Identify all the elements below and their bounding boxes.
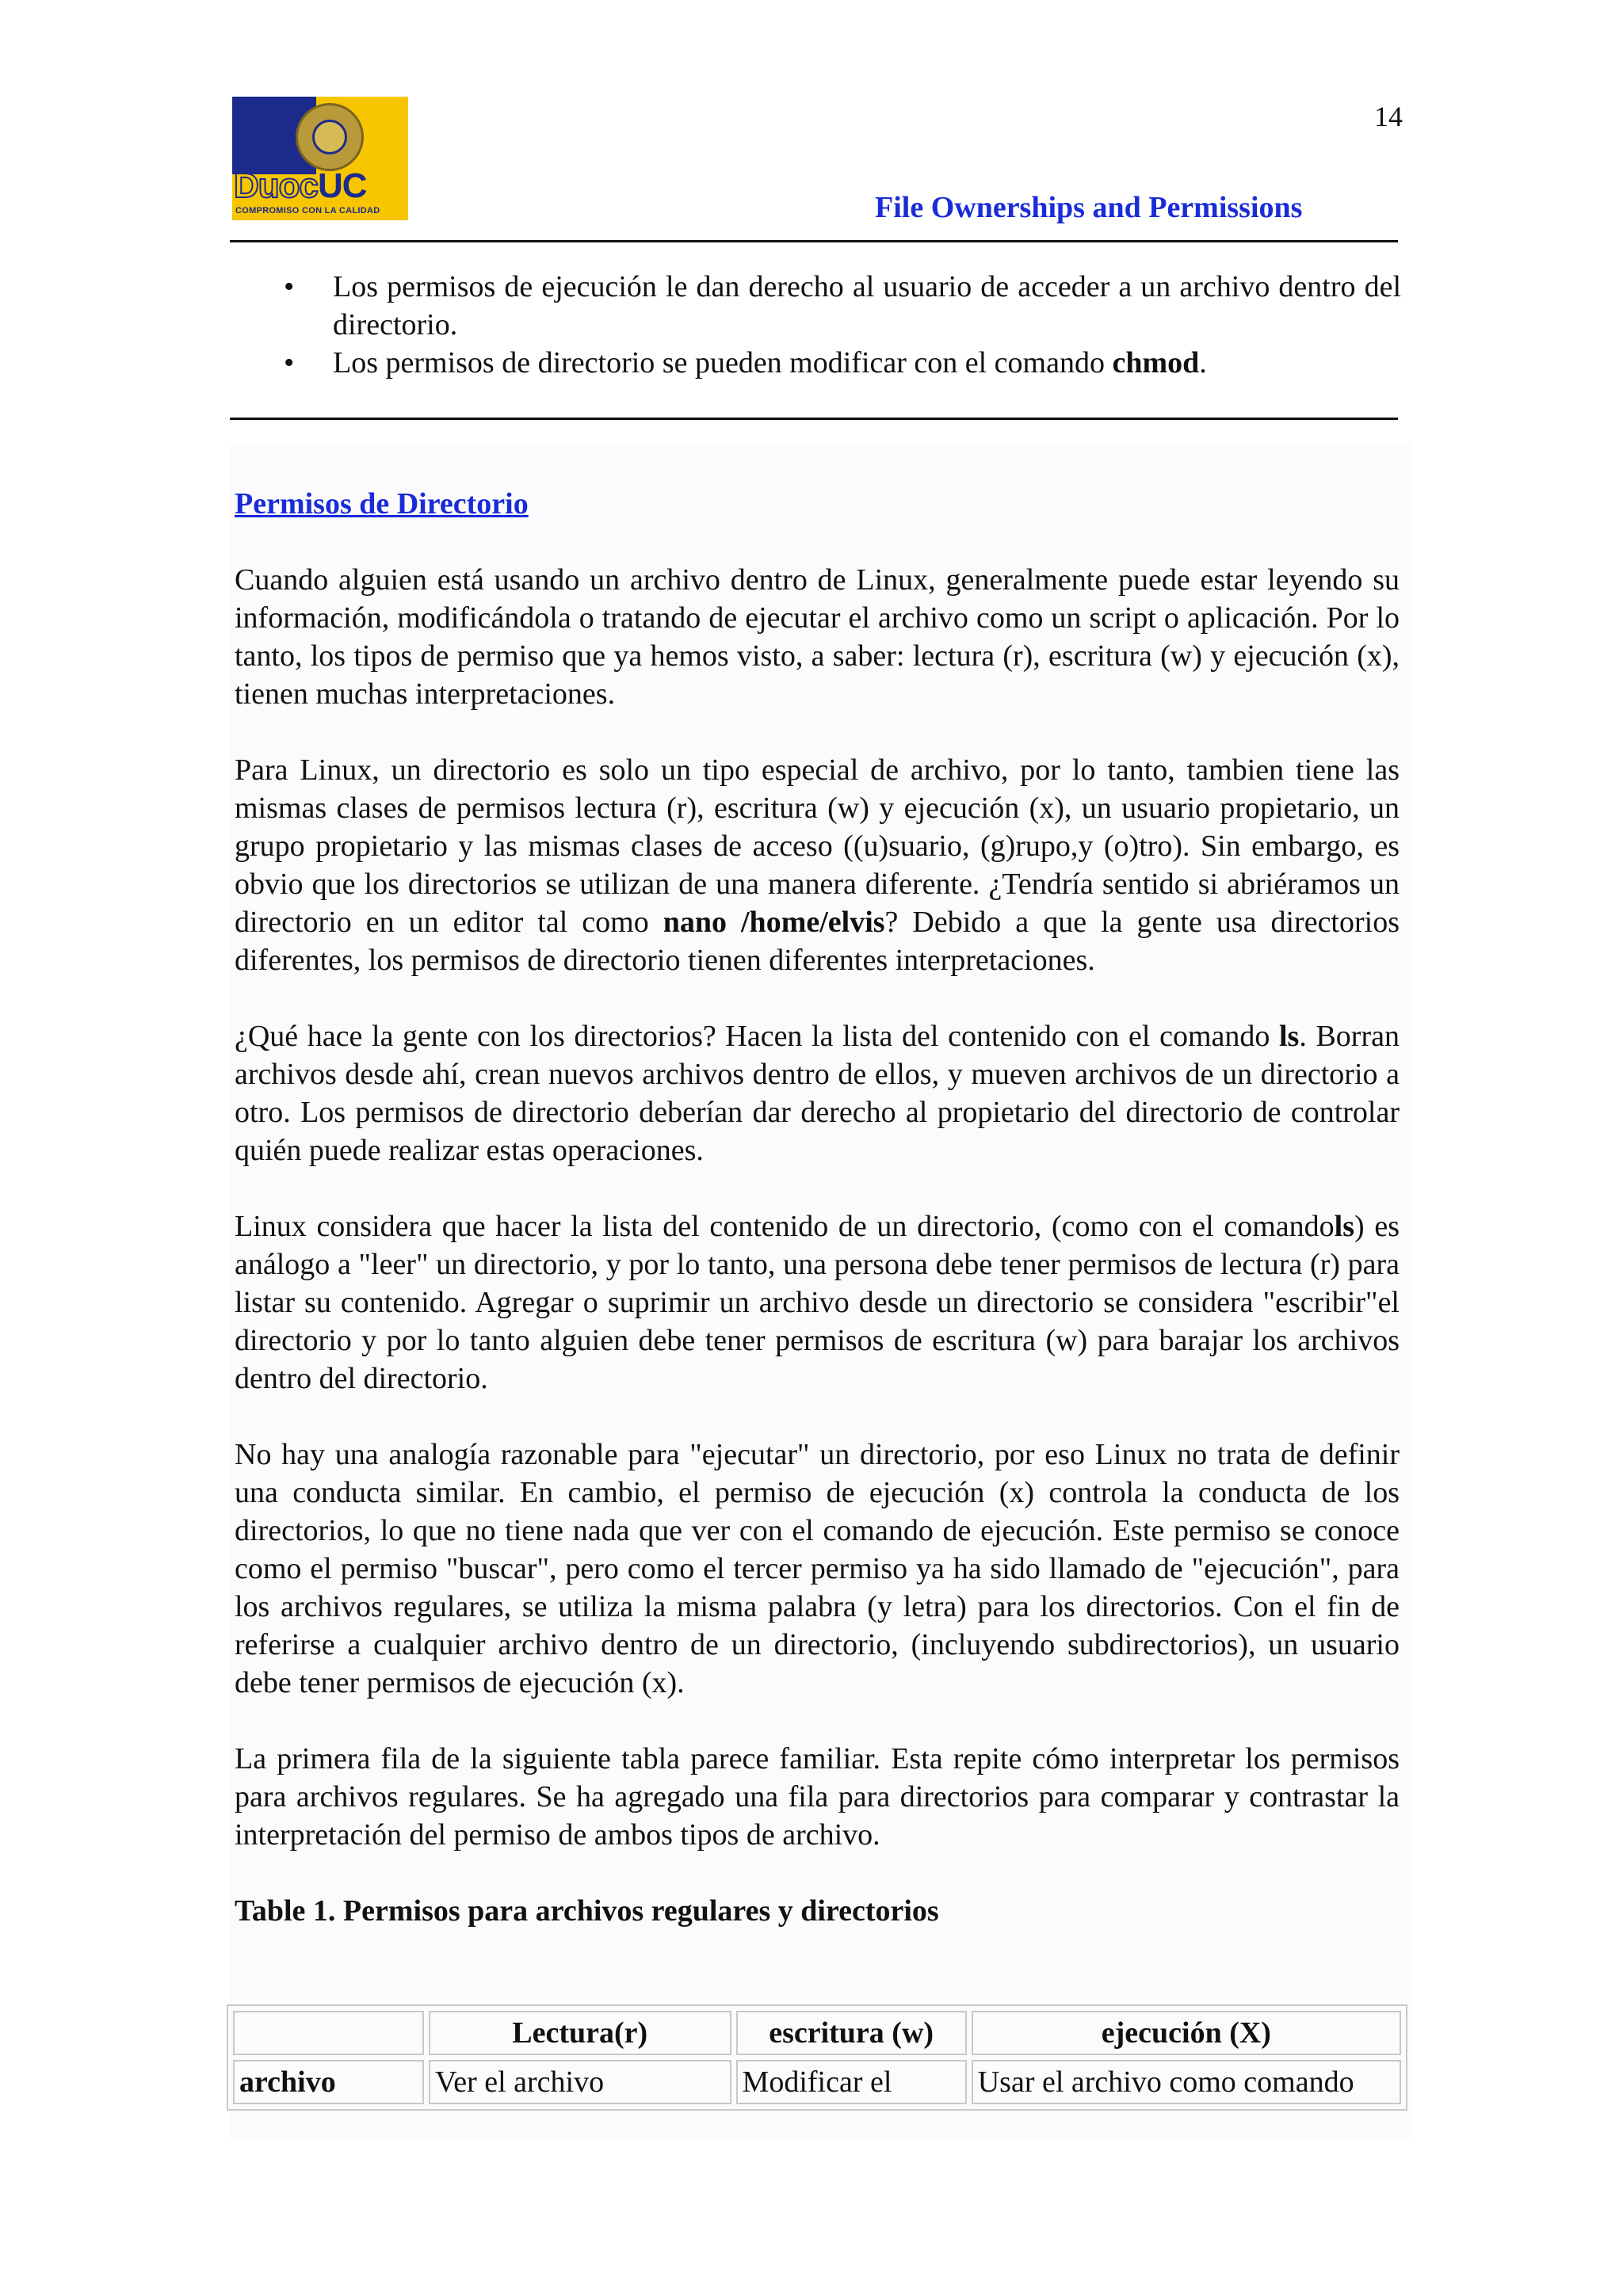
list-item [277, 268, 1401, 344]
logo-wordmark [234, 166, 407, 205]
command-chmod: chmod [1112, 346, 1200, 379]
table-row-label: archivo [233, 2060, 424, 2104]
bullet-icon: • [284, 346, 295, 379]
duoc-uc-logo [232, 97, 408, 220]
paragraph: La primera fila de la siguiente tabla parece familiar. Esta repite cómo interpretar los permisos para archivos regulares. Se ha agregado una fila para directorios para comparar y contrastar la interpretación del permiso de ambos tipos de archivo. [235, 1742, 1400, 1852]
list-item [277, 344, 1401, 382]
table-header-cell: ejecución (X) [972, 2011, 1401, 2055]
paragraph: No hay una analogía razonable para "ejecutar" un directorio, por eso Linux no trata de definir una conducta similar. En cambio, el permiso de ejecución (x) controla la conducta de los directorios, lo que no tiene nada que ver con el comando de ejecución. Este permiso se conoce como el permiso "buscar", pero como el tercer permiso ya ha sido llamado de "ejecución", para los archivos regulares, se utiliza la misma palabra (y letra) para los directorios. Con el fin de referirse a cualquier archivo dentro de un directorio, (incluyendo subdirectorios), un usuario debe tener permisos de ejecución (x). [235, 1438, 1400, 1699]
page-number: 14 [1374, 101, 1403, 132]
paragraph-text: ? Debido a que la gente usa directorios diferentes, los permisos de directorio tienen diferentes interpretaciones. [235, 906, 1400, 977]
section-heading-link[interactable]: Permisos de Directorio [235, 487, 529, 521]
table-header-cell: Lectura(r) [429, 2011, 731, 2055]
paragraph [235, 751, 1400, 979]
paragraph: Cuando alguien está usando un archivo dentro de Linux, generalmente puede estar leyendo su información, modificándola o tratando de ejecutar el archivo como un script o aplicación. Por lo tanto, los tipos de permiso que ya hemos visto, a saber: lectura (r), escritura (w) y ejecución (x), tienen muchas interpretaciones. [235, 563, 1400, 711]
table-cell: Usar el archivo como comando [972, 2060, 1401, 2104]
university-seal-icon [296, 103, 364, 171]
bullet-list [277, 268, 1401, 382]
paragraph [235, 1017, 1400, 1169]
bullet-text: Los permisos de ejecución le dan derecho al usuario de acceder a un archivo dentro del directorio. [333, 270, 1401, 341]
permissions-table [227, 2004, 1407, 2111]
section-rule [230, 418, 1398, 420]
command-ls: ls [1278, 1020, 1300, 1053]
command-nano: nano /home/elvis [663, 906, 885, 939]
paragraph [235, 1207, 1400, 1398]
table-header-row [233, 2011, 1401, 2055]
table-row [233, 2060, 1401, 2104]
document-body [235, 485, 1400, 1962]
header-rule [230, 240, 1398, 242]
bullet-icon: • [284, 270, 295, 303]
table-caption: Table 1. Permisos para archivos regulares y directorios [235, 1894, 939, 1928]
bullet-text-end: . [1199, 346, 1207, 379]
logo-word-part2: UC [318, 166, 367, 205]
command-ls: ls [1334, 1210, 1355, 1243]
logo-tagline: COMPROMISO CON LA CALIDAD [235, 206, 380, 215]
paragraph-text: ) es análogo a "leer" un directorio, y por lo tanto, una persona debe tener permisos de lectura (r) para listar su contenido. Agregar o suprimir un archivo desde un directorio se considera "escribir"el directorio y por lo tanto alguien debe tener permisos de escritura (w) para barajar los archivos dentro del directorio. [235, 1210, 1400, 1395]
table-header-cell: escritura (w) [736, 2011, 967, 2055]
logo-word-part1: Duoc [234, 166, 318, 205]
paragraph-text: ¿Qué hace la gente con los directorios? Hacen la lista del contenido con el comando [235, 1020, 1279, 1053]
running-title: File Ownerships and Permissions [875, 191, 1303, 224]
table-header-cell [233, 2011, 424, 2055]
table-cell: Ver el archivo [429, 2060, 731, 2104]
paragraph-text: Linux considera que hacer la lista del contenido de un directorio, (como con el comando [235, 1210, 1335, 1243]
table-cell: Modificar el [736, 2060, 967, 2104]
paragraph-text: . Borran archivos desde ahí, crean nuevos archivos dentro de ellos, y mueven archivos de un directorio a otro. Los permisos de directorio deberían dar derecho al propietario del directorio de controlar quién puede realizar estas operaciones. [235, 1020, 1400, 1167]
paragraph-text: Para Linux, un directorio es solo un tipo especial de archivo, por lo tanto, tambien tiene las mismas clases de permisos lectura (r), escritura (w) y ejecución (x), un usuario propietario, un grupo propietario y las mismas clases de acceso ((u)suario, (g)rupo,y (o)tro). Sin embargo, es obvio que los directorios se utilizan de una manera diferente. ¿Tendría sentido si abriéramos un directorio en un editor tal como [235, 753, 1400, 939]
bullet-text: Los permisos de directorio se pueden modificar con el comando [333, 346, 1113, 379]
